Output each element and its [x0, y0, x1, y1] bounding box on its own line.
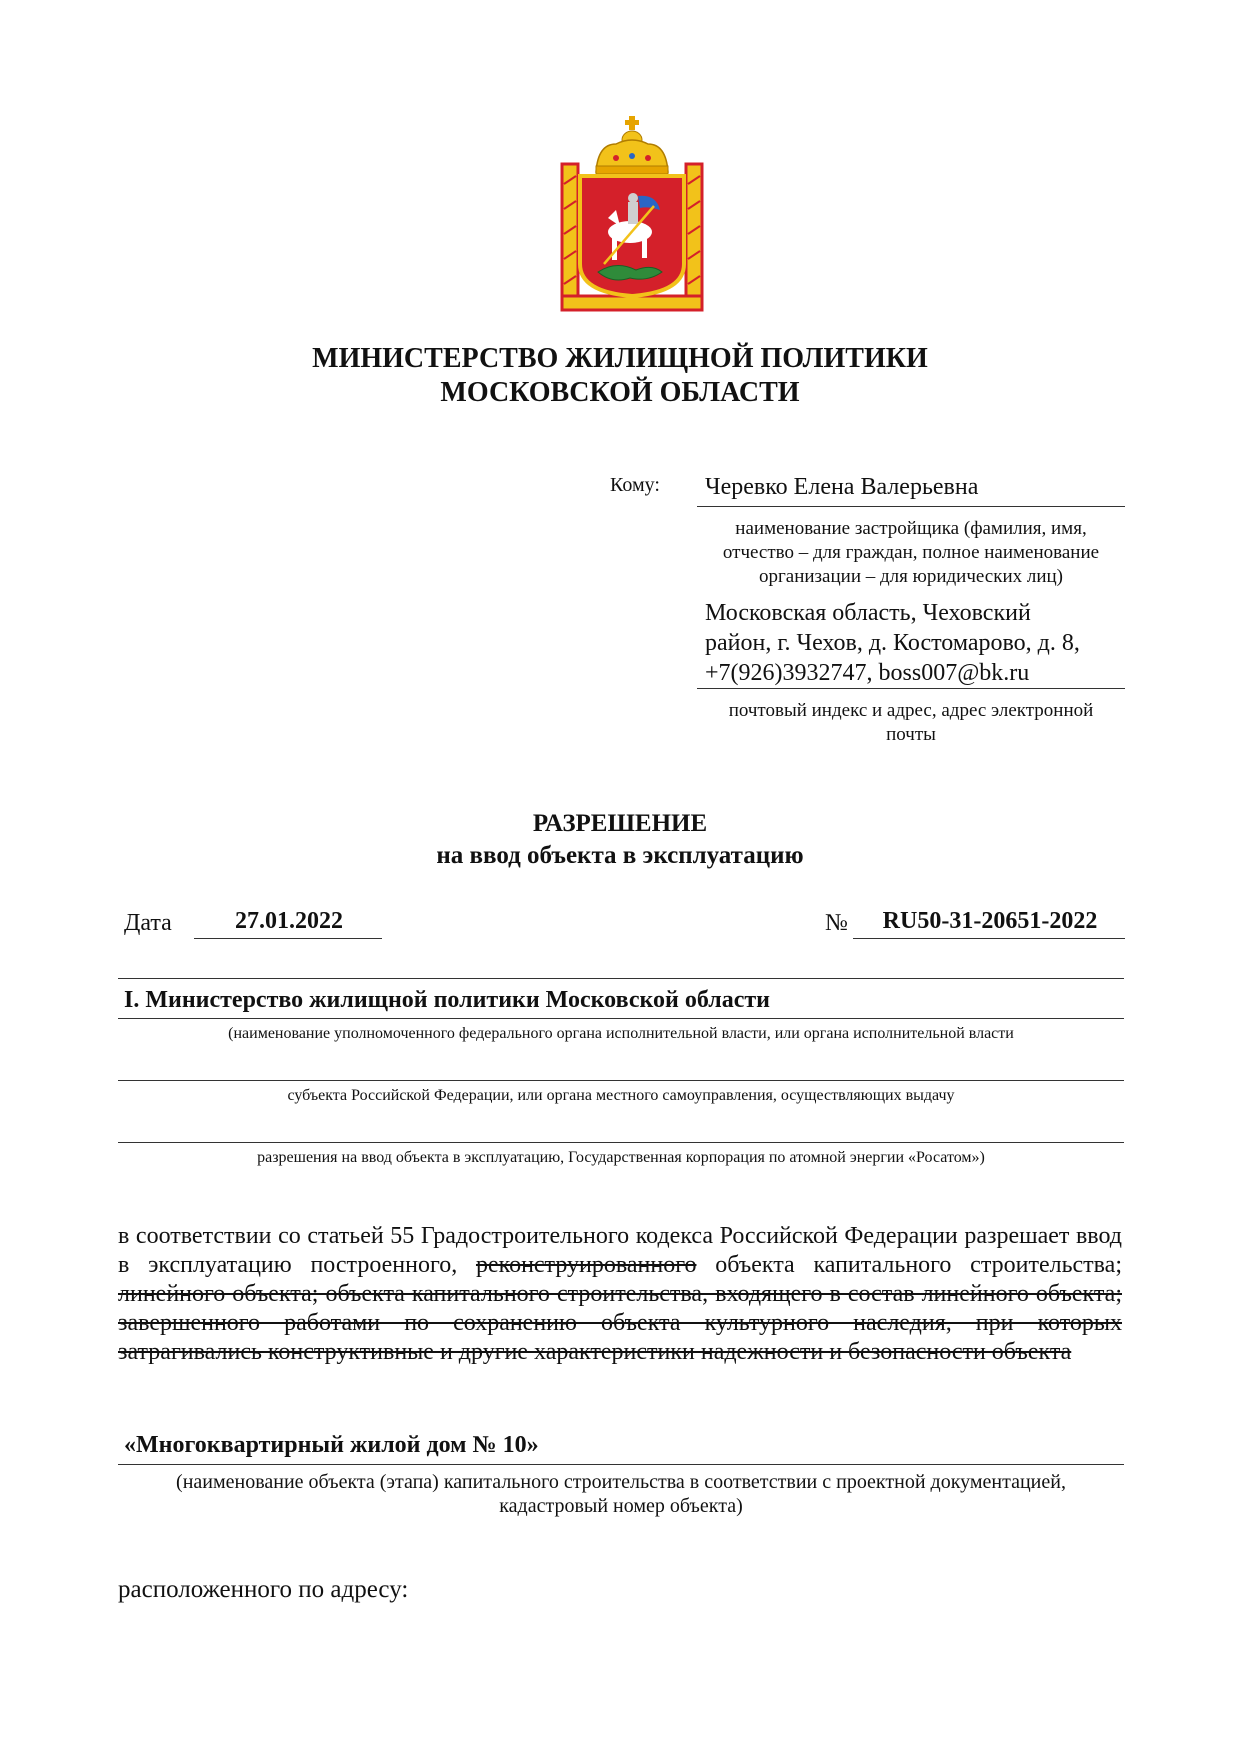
object-name-underline	[118, 1464, 1124, 1465]
section1-caption-2: субъекта Российской Федерации, или органа местного самоуправления, осуществляющих выдачу	[287, 1087, 955, 1104]
section1-top-rule	[118, 978, 1124, 979]
located-at-label: расположенного по адресу:	[118, 1576, 409, 1603]
permit-number: RU50-31-20651-2022	[882, 908, 1098, 934]
document-subtitle: на ввод объекта в эксплуатацию	[436, 842, 804, 869]
object-name: «Многоквартирный жилой дом № 10»	[124, 1432, 539, 1458]
document-title	[0, 808, 1240, 872]
ministry-line-2: МОСКОВСКОЙ ОБЛАСТИ	[440, 377, 800, 408]
ministry-line-1: МИНИСТЕРСТВО ЖИЛИЩНОЙ ПОЛИТИКИ	[312, 343, 928, 374]
document-title-main: РАЗРЕШЕНИЕ	[532, 810, 708, 837]
struck-reconstructed: реконструированного	[475, 1252, 697, 1278]
ministry-heading	[0, 342, 1240, 410]
section1-rule-3	[118, 1142, 1124, 1143]
section1-caption-3: разрешения на ввод объекта в эксплуатацию, Государственная корпорация по атомной энергии «Росатом»)	[257, 1149, 985, 1166]
crown-icon	[596, 116, 668, 174]
date-value: 27.01.2022	[235, 908, 343, 934]
coat-of-arms-emblem	[556, 114, 708, 314]
section1-rule-2	[118, 1080, 1124, 1081]
date-label: Дата	[124, 910, 172, 936]
recipient-name-underline	[697, 506, 1125, 507]
struck-linear-object-clause: линейного объекта; объекта капитального строительства, входящего в состав линейного объекта; завершенного работами по сохранению объекта культурного наследия, при которых затрагивались конструктивные и другие характеристики надежности и безопасности объекта	[118, 1281, 1122, 1365]
recipient-address: Московская область, Чеховский район, г. Чехов, д. Костомарово, д. 8, +7(926)3932747, boss007@bk.ru	[705, 600, 1080, 686]
recipient-address-caption: почтовый индекс и адрес, адрес электронной почты	[728, 700, 1094, 745]
number-label: №	[825, 910, 848, 936]
section1-authority: I. Министерство жилищной политики Московской области	[124, 987, 770, 1013]
recipient-address-underline	[697, 688, 1125, 689]
section1-caption-1: (наименование уполномоченного федерального органа исполнительной власти, или органа исполнительной власти	[228, 1025, 1014, 1042]
recipient-name-caption: наименование застройщика (фамилия, имя, отчество – для граждан, полное наименование организации – для юридических лиц)	[722, 518, 1100, 587]
number-underline	[853, 938, 1125, 939]
recipient-label: Кому:	[610, 474, 660, 496]
recipient-name: Черевко Елена Валерьевна	[705, 474, 979, 500]
object-caption: (наименование объекта (этапа) капитального строительства в соответствии с проектной документацией, кадастровый номер объекта)	[176, 1471, 1066, 1517]
date-underline	[194, 938, 382, 939]
section1-rule-1	[118, 1018, 1124, 1019]
permit-body-paragraph: в соответствии со статьей 55 Градостроительного кодекса Российской Федерации разрешает ввод в эксплуатацию построенного, реконструированного объекта капитального строительства; линейного объекта; объекта капитального строительства, входящего в состав линейного объекта; завершенного работами по сохранению объекта культурного наследия, при которых затрагивались конструктивные и другие характеристики надежности и безопасности объекта	[118, 1223, 1122, 1365]
